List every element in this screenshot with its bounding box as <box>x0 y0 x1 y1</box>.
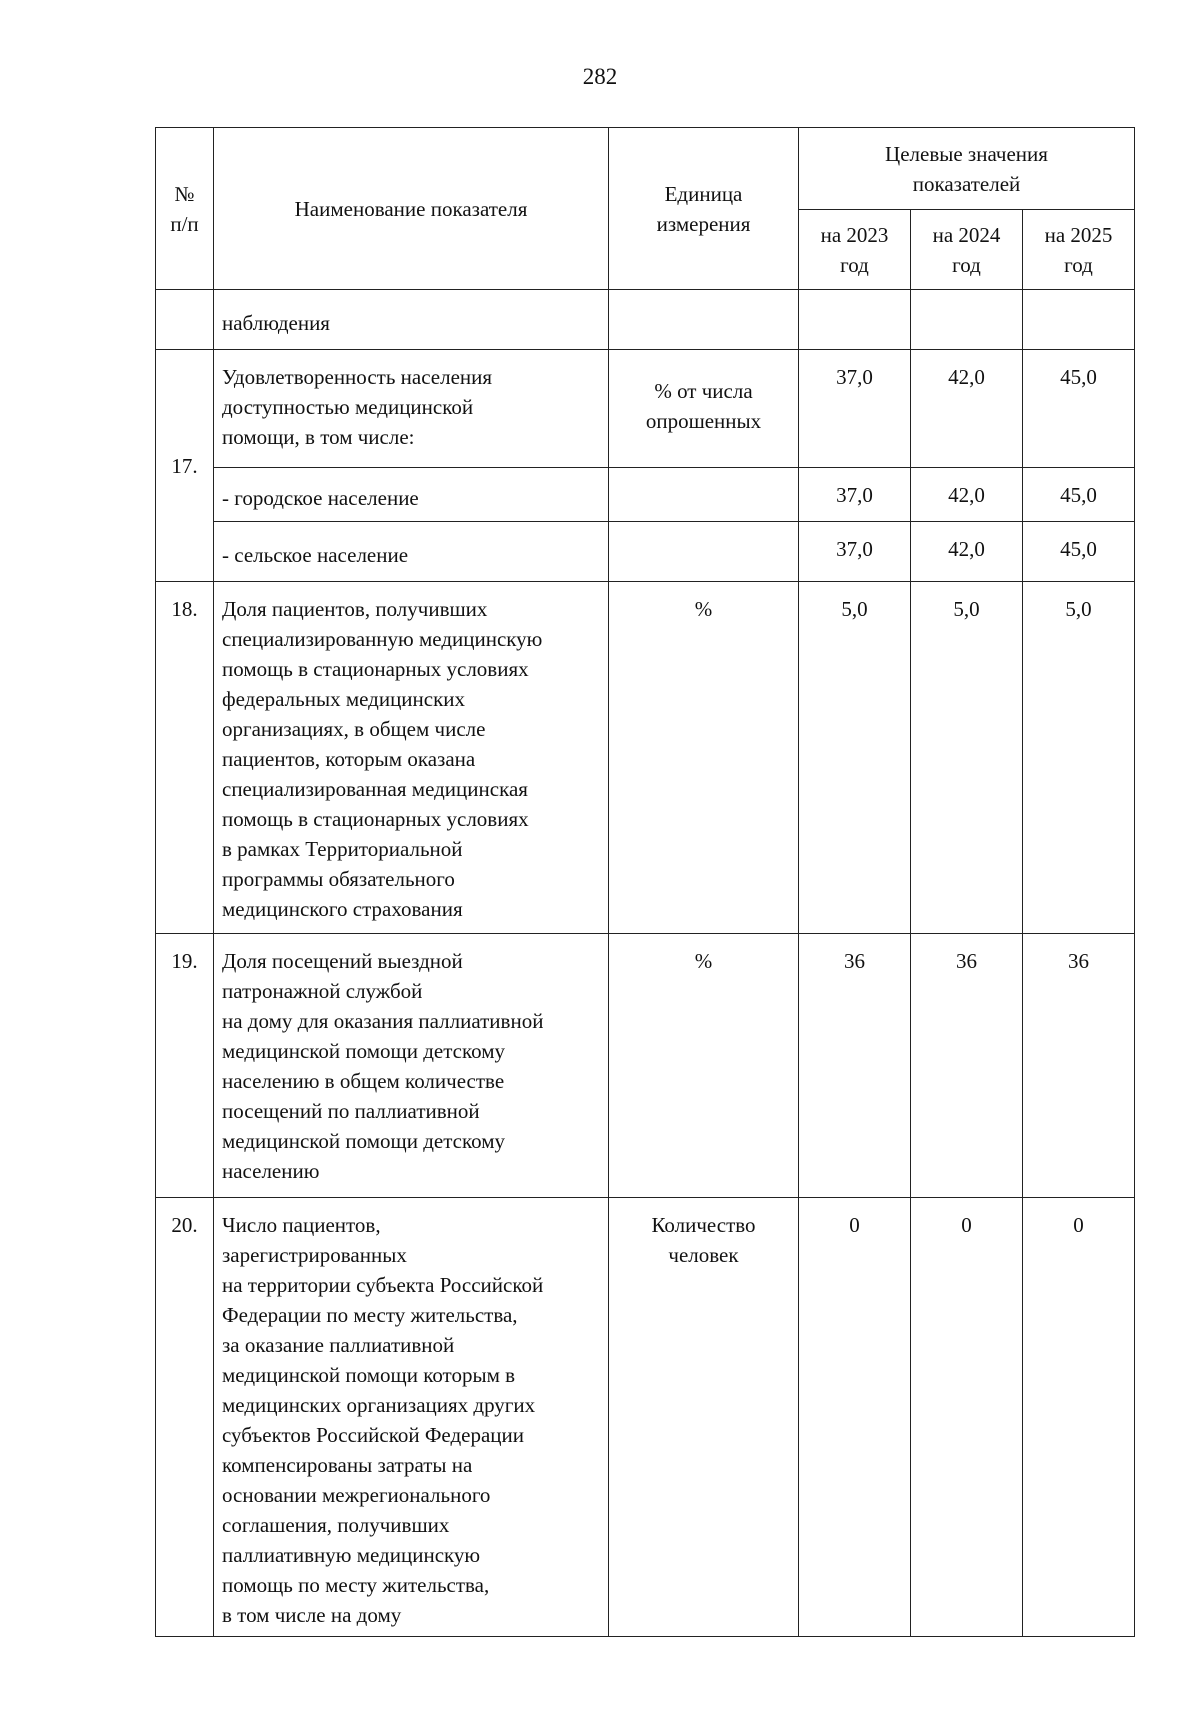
cell-value-17-rural-2023: 37,0 <box>799 522 911 582</box>
table-row-continuation <box>156 290 1135 350</box>
cell-value-18-2023: 5,0 <box>799 582 911 934</box>
table-row-20 <box>156 1198 1135 1637</box>
cell-value-2025 <box>1023 290 1135 350</box>
cell-unit-18: % <box>609 582 799 934</box>
cell-unit-17-urban <box>609 468 799 522</box>
cell-value-17-urban-2025: 45,0 <box>1023 468 1135 522</box>
cell-name-18: Доля пациентов, получивших специализированную медицинскую помощь в стационарных условиях федеральных медицинских организациях, в общем числе пациентов, которым оказана специализированная медицинская помощь в стационарных условиях в рамках Территориальной программы обязательного медицинского страхования <box>214 582 609 934</box>
header-year-2025: на 2025 год <box>1023 210 1135 290</box>
cell-name-17-urban: - городское население <box>214 468 609 522</box>
page-number: 282 <box>582 64 618 89</box>
cell-value-19-2024: 36 <box>911 934 1023 1198</box>
cell-name-19: Доля посещений выездной патронажной службой на дому для оказания паллиативной медицинской помощи детскому населению в общем количестве посещений по паллиативной медицинской помощи детскому населению <box>214 934 609 1198</box>
cell-value-20-2024: 0 <box>911 1198 1023 1637</box>
cell-value-17-rural-2025: 45,0 <box>1023 522 1135 582</box>
cell-value-17-rural-2024: 42,0 <box>911 522 1023 582</box>
cell-num <box>156 290 214 350</box>
cell-value-20-2023: 0 <box>799 1198 911 1637</box>
cell-unit-20: Количество человек <box>609 1198 799 1637</box>
cell-num-19: 19. <box>156 934 214 1198</box>
table-row-17-rural <box>156 522 1135 582</box>
cell-value-17-urban-2024: 42,0 <box>911 468 1023 522</box>
cell-value-20-2025: 0 <box>1023 1198 1135 1637</box>
header-year-2023: на 2023 год <box>799 210 911 290</box>
cell-num-18: 18. <box>156 582 214 934</box>
cell-name-20: Число пациентов, зарегистрированных на территории субъекта Российской Федерации по месту жительства, за оказание паллиативной медицинской помощи которым в медицинских организациях других субъектов Российской Федерации компенсированы затраты на основании межрегионального соглашения, получивших паллиативную медицинскую помощь по месту жительства, в том числе на дому <box>214 1198 609 1637</box>
cell-unit-19: % <box>609 934 799 1198</box>
cell-value-2024 <box>911 290 1023 350</box>
table-row-19 <box>156 934 1135 1198</box>
cell-value-17-urban-2023: 37,0 <box>799 468 911 522</box>
cell-value-17-2025: 45,0 <box>1023 350 1135 468</box>
cell-name-17: Удовлетворенность населения доступностью медицинской помощи, в том числе: <box>214 350 609 468</box>
cell-unit <box>609 290 799 350</box>
cell-value-17-2023: 37,0 <box>799 350 911 468</box>
table-row-17-urban <box>156 468 1135 522</box>
table-row-17 <box>156 350 1135 468</box>
cell-value-19-2025: 36 <box>1023 934 1135 1198</box>
cell-num-17: 17. <box>156 350 214 582</box>
header-year-2024: на 2024 год <box>911 210 1023 290</box>
cell-unit-17-rural <box>609 522 799 582</box>
cell-value-18-2024: 5,0 <box>911 582 1023 934</box>
header-unit: Единица измерения <box>609 128 799 290</box>
cell-value-18-2025: 5,0 <box>1023 582 1135 934</box>
cell-value-17-2024: 42,0 <box>911 350 1023 468</box>
cell-name: наблюдения <box>214 290 609 350</box>
cell-name-17-rural: - сельское население <box>214 522 609 582</box>
cell-value-19-2023: 36 <box>799 934 911 1198</box>
cell-num-20: 20. <box>156 1198 214 1637</box>
table-row-18 <box>156 582 1135 934</box>
header-num: № п/п <box>156 128 214 290</box>
indicators-table <box>155 127 1135 1637</box>
cell-unit-17: % от числа опрошенных <box>609 350 799 468</box>
table-header-row <box>156 128 1135 210</box>
cell-value-2023 <box>799 290 911 350</box>
header-target-values: Целевые значения показателей <box>799 128 1135 210</box>
header-name: Наименование показателя <box>214 128 609 290</box>
